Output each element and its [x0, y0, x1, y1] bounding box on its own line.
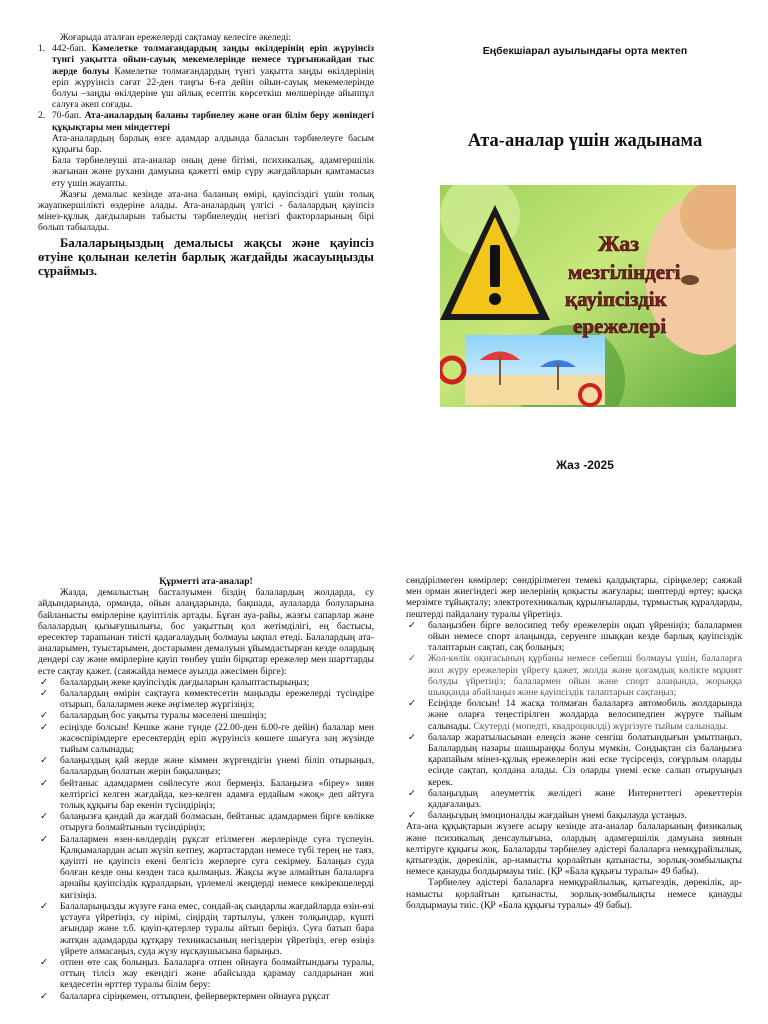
- checkmark-icon: ✓: [408, 731, 417, 743]
- rules-consequences-column: [38, 32, 374, 278]
- closing-request: Балаларыңыздың демалысы жақсы және қауіпсіз өтуіне қолынан келетін барлық жағдайды жасауыңызды сұраймыз.: [38, 235, 374, 278]
- checklist-item: ✓ балаңызбен бірге велосипед тебу ережелерін оқып үйреніңіз; балалармен ойын немесе спорт алаңында, серуенге шыққан кезде барлық қауіпсіздік талаптарын сақтап, сақ болыңыз;: [408, 619, 742, 654]
- checklist-item: ✓ балаңызға қандай да жағдай болмасын, бейтаныс адамдармен бірге көлікке отыруға болмайтынын түсіндіріңіз;: [40, 811, 374, 834]
- checklist-item: ✓ балалар жаратылысынан елеңсіз және сенгіш болатындығын ұмытпаңыз. Балалардың назары шашыраңқы болуы мүмкін. Сондықтан сіз балаңызға қарапайым мінез-құлық ережелерін жиі еске түсірсеңіз, соғұрлым оларды есінде сақтап, қолдана алады. Сіз оларды үнемі еске салып отыруыңыз керек.: [408, 731, 742, 788]
- checkmark-icon: ✓: [408, 698, 417, 710]
- checkmark-icon: ✓: [408, 787, 417, 799]
- checkmark-icon: ✓: [40, 721, 49, 733]
- parent-duty-text: Бала тәрбиелеуші ата-аналар оның дене бітімі, психикалық, адамгершілік жағынан және рухани дамуына қажетті өмір сүру жағдайларын қамтамасыз ету үшін жауапты.: [52, 155, 374, 189]
- greeting-heading: Құрметті ата-аналар!: [159, 576, 253, 587]
- article-70-item: [38, 110, 374, 132]
- checkmark-icon: ✓: [40, 900, 49, 912]
- checklist-item: ✓ бейтаныс адамдармен сөйлесуге жол бермеңіз. Балаңызға «біреу» зиян келтіргісі келген жағдайда, кез-келген адамға ердайым «жоқ» деп айтуға толық құқығы бар екенін түсіндіріңіз;: [40, 777, 374, 812]
- checklist-item: ✓ балалардың бос уақыты туралы мәселені шешіңіз;: [40, 710, 267, 722]
- checkmark-icon: ✓: [40, 990, 49, 1002]
- item-number: 1.: [38, 43, 46, 55]
- checkmark-icon: ✓: [40, 676, 49, 688]
- safety-rules-column: [406, 575, 742, 911]
- article-title: Ата-аналардың баланы тәрбиелеу және оған білім беру жөніндегі құқықтары мен міндеттері: [52, 110, 374, 133]
- summer-risk-intro: Жазда, демалыстың басталуымен біздің балалардың жолдарда, су айдындарында, орманда, ойын алаңдарында, бақшада, аулаларда болуларына байланысты өмірлеріне қауіптілік артады. Бұған ауа-райы, жазғы сапарлар және балалардың қызығушылығы, бос уақыттың қол жетімділігі, ең бастысы, ересектер тарапынан тиісті қадағалаудың болмауы ықпал етеді. Балалардың ата-аналарымен, туыстарымен, достарымен демалуын ұйымдастырған кезде олардың дендері сау және өмірлеріне қауіп төнбеу үшін бірқатар ережелер мен шарттарды есте сақтау қажет. (саяжайда немесе ауылда әжесімен бірге):: [38, 587, 374, 677]
- checklist-item: ✓ балаңыздың эмоционалды жағдайын үнемі бақылауда ұстаңыз.: [408, 810, 687, 822]
- poster-word-2: мезгіліндегі: [568, 260, 681, 284]
- checklist-item: ✓ балаларға сіріңкемен, оттықпен, фейерверктермен ойнауға рұқсат: [40, 990, 330, 1002]
- checklist-item: ✓ Жол-көлік оқиғасының құрбаны немесе себепші болмауы үшін, балаларға жол жүру ережелерін үйрету қажет, жолда және қоғамдық көлікте мұқият болуды үйретіңіз; балалармен ойын және спорт алаңында, жорыққа шыққанда абайлаңыз және қауіпсіздік талаптарын сақтаңыз;: [408, 653, 742, 699]
- summer-safety-poster: [440, 185, 736, 407]
- dear-parents-column: [38, 576, 374, 1002]
- checkmark-icon: ✓: [40, 688, 49, 700]
- item-number: 2.: [38, 110, 46, 122]
- parental-rights-limits-text: Ата-ана құқықтарын жүзеге асыру кезінде ата-аналар балаларының физикалық және психикалық денсаулығына, олардың адамгершілік дамуына зиянын келтіруге құқығы жоқ. Балаларды тәрбиелеу әдістері балаларға немқұрайлылық, қатыгездік, дөрекілік, ар-намысты қорлайтын қатынасты, зорлық-зомбылықты немесе қанауды болдырмауы тиіс. (ҚР «Бала құқығы туралы» 49 бабы).: [406, 821, 742, 878]
- summer-responsibility-text: Жазғы демалыс кезінде ата-ана баланың өмірі, қауіпсіздігі үшін толық жауапкершілікті өздеріне алады. Ата-аналардың үлгісі - балалардың қауіпсіз мінез-құлық дағдыларын табысты тәрбиелеудің негізгі факторларының бірі болып табылады.: [38, 188, 374, 234]
- cover-panel: [420, 32, 750, 152]
- checkmark-icon: ✓: [40, 777, 49, 789]
- checklist-item: ✓ Есіңізде болсын! 14 жасқа толмаған балаларға автомобиль жолдарында және оларға теңестірілген жолдарда велосипедпен жүруге тыйым салынады. Скутерді (мопедті, квадроциклді) жүргізуге тыйым салынады.: [408, 698, 742, 732]
- fire-causes-text: сөндірілмеген көмірлер; сөндірілмеген темекі қалдықтары, сіріңкелер; саяжай мен орман жиегіндегі жер иелерінің қоқысты жағулары; шөптерді өртеу; қысқа мерзімге тұйықталу; электротехникалық құрылғыларды, тұрмыстық құралдарды, пештерді пайдалану туралы үйретіңіз.: [406, 575, 742, 620]
- checkmark-icon: ✓: [40, 811, 49, 823]
- year-label: Жаз -2025: [556, 458, 614, 472]
- checklist-item: ✓ балалардың өмірін сақтауға көмектесетін маңызды ережелерді түсіндіре отырып, балалармен жеке әңгімелер жүргізіңіз;: [40, 688, 374, 711]
- poster-word-3: қауіпсіздік: [565, 287, 667, 311]
- checklist-item: ✓ балаңыздың әлеуметтік желідегі және Интернеттегі әрекеттерін қадағалаңыз.: [408, 787, 742, 811]
- poster-image: [440, 185, 736, 407]
- article-title: Кәмелетке толмағандардың заңды өкілдерінің еріп жүруінсіз түнгі уақытта ойын-сауық мекемелерінде немесе тұрғынжайдан тыс жерде болуы: [52, 43, 375, 77]
- checklist-item: ✓ есіңізде болсын! Кешке және түнде (22.00-ден 6.00-ге дейін) балалар мен жасөспірімдерге ересектердің еріп жүруінсіз көшеге шығуға заң жүзінде тыйым салынады;: [40, 721, 374, 756]
- parent-rights-text: Ата-аналардың барлық өзге адамдар алдында баласын тәрбиелеуге басым құқығы бар.: [52, 132, 374, 156]
- checklist-item: ✓ Балалармен өзен-көлдердің рұқсат етілмеген жерлерінде суға түспеуін. Қалқымалардан асып жүзіп кетпеу, жартастардан немесе түбі терең не таяз, қауіпті не қауіпсіз екені белгісіз жерлерге суға секірмеу. Балаңыз суда болған кезде оны көзден таса қылмаңыз. Жақсы жүзе алмайтын балаларға арнайы қауіпсіздік құралдарын, үрлемелі жеңдерді немесе көкірекшелерді кигізіңіз.: [40, 833, 374, 901]
- poster-word-4: ережелері: [573, 314, 667, 338]
- checkmark-icon: ✓: [40, 833, 49, 845]
- school-name: Еңбекшіарал ауылындағы орта мектеп: [482, 45, 688, 57]
- checkmark-icon: ✓: [40, 956, 49, 968]
- checkmark-icon: ✓: [408, 619, 417, 631]
- checklist-item: ✓ Балаларыңызды жүзуге ғана емес, сондай-ақ сындарлы жағдайларда өзін-өзі ұстауға үйретіңіз, су иірімі, сіңірдің тартылуы, үлкен толқындар, күшті ағындар және т.б. қауіп-қатерлер туралы айтып беріңіз. Суға батып бара жатқан адамдарды құтқару техникасының негіздерін үйретіңіз, егер өзіңіз үйрете алмасаңыз, суда жүзу нұсқаушысына барыңыз.: [40, 900, 374, 957]
- article-text: Кәмелетке толмағандардың түнгі уақытта заңды өкілдерінің еріп жүруінсіз сағат 22-ден таңғы 6-ға дейін ойын-сауық мекемелерінде болуы –заңды өкілдеріне үш айлық есептік көрсеткіш мөлшерінде айыппұл салуға әкеп соғады.: [52, 65, 375, 111]
- upbringing-methods-text: Тәрбиелеу әдістері балаларға немқұрайлылық, қатыгездік, дөрекілік, ар-намысты қорлайтын қатынасты, зорлық-зомбылықты немесе қанауды болдырмауы тиіс. (ҚР «Бала құқығы туралы» 49 бабы).: [406, 877, 742, 911]
- brochure-title: Ата-аналар үшін жадынама: [467, 131, 703, 151]
- consequences-intro: Жоғарыда аталған ережелерді сақтамау келесіге әкеледі:: [60, 32, 292, 43]
- checkmark-icon: ✓: [40, 755, 49, 767]
- checkmark-icon: ✓: [408, 653, 417, 665]
- checklist-item: ✓ отпен өте сақ болыңыз. Балаларға отпен ойнауға болмайтындығы туралы, оттың тілсіз жау екендігі және абайсызда қарамау салдарынан жиі кездесетін өрттер туралы білім беру:: [40, 956, 374, 991]
- checkmark-icon: ✓: [40, 710, 49, 722]
- article-442-item: [38, 43, 374, 110]
- article-prefix: 442-бап.: [52, 43, 92, 55]
- article-prefix: 70-бап.: [52, 110, 85, 122]
- scooter-ban-text: Скутерді (мопедті, квадроциклді) жүргізуге тыйым салынады.: [473, 720, 729, 732]
- checkmark-icon: ✓: [408, 810, 417, 822]
- checklist-item: ✓ балаңыздың қай жерде және кіммен жүргендігін үнемі біліп отырыңыз, балалардың болатын жерін бақылаңыз;: [40, 755, 374, 778]
- checklist-item: ✓ балалардың жеке қауіпсіздік дағдыларын қалыптастырыңыз;: [40, 676, 310, 688]
- poster-word-1: Жаз: [598, 231, 640, 256]
